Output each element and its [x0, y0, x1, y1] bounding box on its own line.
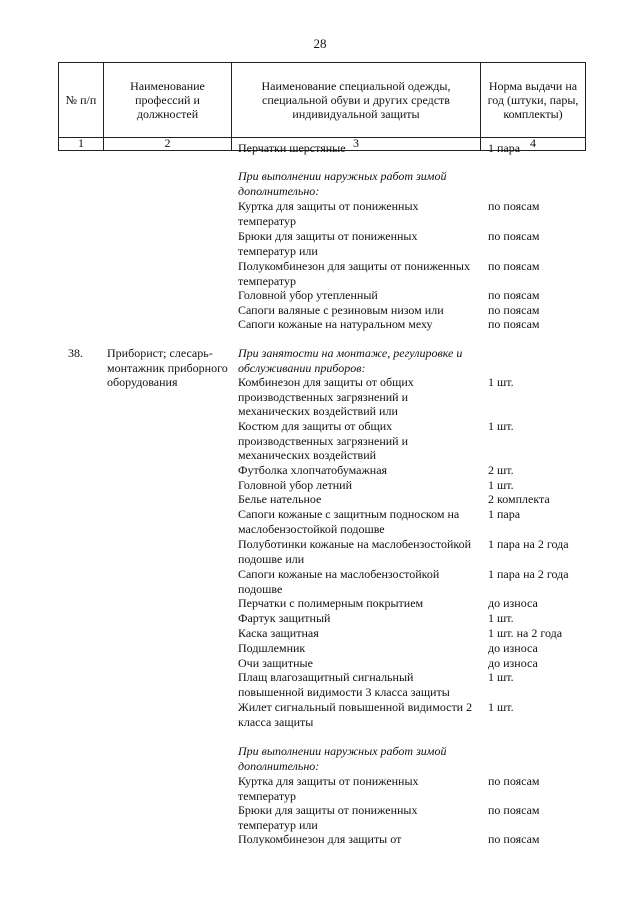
equipment-item: Сапоги кожаные на маслобензостойкой подошве [238, 567, 440, 596]
issue-norm: по поясам [488, 259, 540, 273]
equipment-item: Перчатки шерстяные [238, 141, 346, 155]
issue-norm: по поясам [488, 317, 540, 331]
equipment-item: Белье нательное [238, 492, 322, 506]
equipment-item: Брюки для защиты от пониженных температур или [238, 803, 418, 832]
equipment-item: Полукомбинезон для защиты от пониженных температур [238, 259, 470, 288]
header-profession-column: Наименование профессий и должностей [104, 63, 232, 137]
issue-norm: 1 шт. [488, 478, 514, 492]
equipment-item: Куртка для защиты от пониженных температур [238, 774, 419, 803]
equipment-item: Подшлемник [238, 641, 306, 655]
header-equipment-column: Наименование специальной одежды, специальной обуви и других средств индивидуальной защиты [232, 63, 481, 137]
issue-norm: до износа [488, 596, 538, 610]
column-number: 1 [59, 136, 104, 150]
column-number: 4 [481, 136, 586, 150]
issue-norm: 1 пара [488, 507, 521, 521]
section-subheading: При занятости на монтаже, регулировке и обслуживании приборов: [238, 346, 463, 375]
equipment-item: Футболка хлопчатобумажная [238, 463, 388, 477]
page-number: 28 [313, 36, 327, 51]
issue-norm: по поясам [488, 303, 540, 317]
issue-norm: 2 комплекта [488, 492, 550, 506]
issue-norm: 1 шт. [488, 700, 514, 714]
issue-norm: по поясам [488, 288, 540, 302]
issue-norm: по поясам [488, 229, 540, 243]
equipment-item: Сапоги кожаные с защитным подноском на маслобензостойкой подошве [238, 507, 460, 536]
issue-norm: 1 шт. [488, 611, 514, 625]
issue-norm: 1 шт. [488, 419, 514, 433]
issue-norm: по поясам [488, 803, 540, 817]
issue-norm: 1 пара на 2 года [488, 537, 569, 551]
equipment-item: Фартук защитный [238, 611, 331, 625]
column-number: 2 [104, 136, 232, 150]
header-norm-column: Норма выдачи на год (штуки, пары, комплекты) [481, 63, 586, 137]
equipment-item: Костюм для защиты от общих производственных загрязнений и механических воздействий [238, 419, 409, 462]
equipment-item: Плащ влагозащитный сигнальный повышенной видимости 3 класса защиты [238, 670, 450, 699]
equipment-item: Куртка для защиты от пониженных температур [238, 199, 419, 228]
issue-norm: 1 шт. на 2 года [488, 626, 563, 640]
equipment-item: Полукомбинезон для защиты от [238, 832, 402, 846]
equipment-item: Очи защитные [238, 656, 313, 670]
equipment-item: Комбинезон для защиты от общих производственных загрязнений и механических воздействий или [238, 375, 414, 418]
section-subheading: При выполнении наружных работ зимой дополнительно: [238, 169, 447, 198]
equipment-item: Жилет сигнальный повышенной видимости 2 класса защиты [238, 700, 473, 729]
issue-norm: до износа [488, 641, 538, 655]
column-number: 3 [232, 136, 481, 150]
issue-norm: по поясам [488, 832, 540, 846]
equipment-item: Полуботинки кожаные на маслобензостойкой подошве или [238, 537, 472, 566]
equipment-item: Каска защитная [238, 626, 319, 640]
issue-norm: до износа [488, 656, 538, 670]
issue-norm: 2 шт. [488, 463, 514, 477]
issue-norm: по поясам [488, 774, 540, 788]
equipment-item: Перчатки с полимерным покрытием [238, 596, 424, 610]
issue-norm: 1 шт. [488, 670, 514, 684]
entry-profession: Приборист; слесарь-монтажник приборного оборудования [107, 346, 228, 389]
entry-number: 38. [68, 346, 83, 360]
issue-norm: 1 пара [488, 141, 521, 155]
equipment-item: Сапоги кожаные на натуральном меху [238, 317, 433, 331]
header-number-column: № п/п [59, 63, 104, 137]
table-header [58, 62, 586, 138]
issue-norm: по поясам [488, 199, 540, 213]
equipment-item: Брюки для защиты от пониженных температур или [238, 229, 418, 258]
equipment-item: Головной убор утепленный [238, 288, 378, 302]
section-subheading: При выполнении наружных работ зимой дополнительно: [238, 744, 447, 773]
issue-norm: 1 пара на 2 года [488, 567, 569, 581]
issue-norm: 1 шт. [488, 375, 514, 389]
equipment-item: Головной убор летний [238, 478, 352, 492]
equipment-item: Сапоги валяные с резиновым низом или [238, 303, 444, 317]
